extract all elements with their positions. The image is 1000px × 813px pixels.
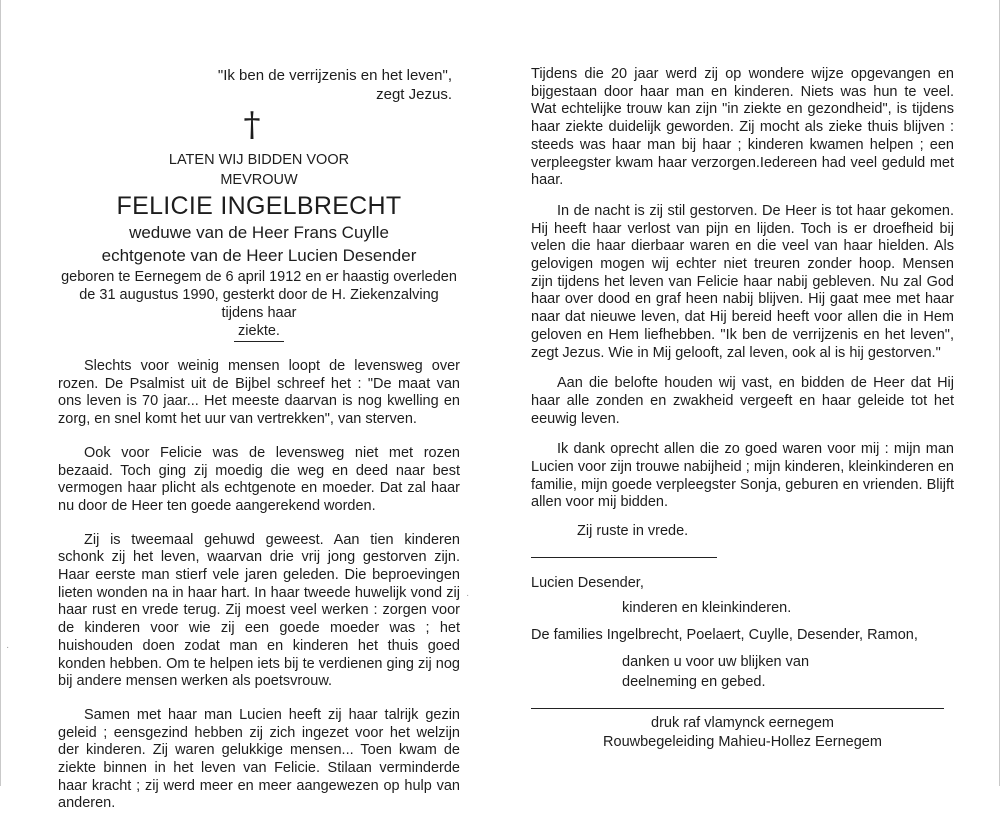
prayer-intro <box>58 150 460 190</box>
rest-in-peace: Zij ruste in vrede. <box>577 523 689 540</box>
paragraph: Samen met haar man Lucien heeft zij haar talrijk gezin geleid ; eensgezind hebben zij zich ingezet voor het welzijn der kinderen. Zij waren gelukkige mensen... Toen kwam de ziekte binnen in het leven van Felicie. Stilaan verminderde haar kracht ; zij werd meer en meer aangewezen op hulp van anderen. <box>58 706 460 812</box>
cross-icon: † <box>243 105 261 145</box>
paragraph: Zij is tweemaal gehuwd geweest. Aan tien kinderen schonk zij het leven, waarvan drie vrij jong gestorven zijn. Haar eerste man stierf vele jaren geleden. Die beproevingen lieten wonden na in haar hart. In haar tweede huwelijk vond zij haar rust en vrede terug. Zij moest veel werken : zorgen voor de kinderen voor wie zij een goede moeder was ; het huishouden doen zodat man en kinderen het thuis goed konden hebben. Om te helpen iets bij te verdienen ging zij nog bij andere mensen werken als poetsvrouw. <box>58 531 460 690</box>
paragraph: Ook voor Felicie was de levensweg niet met rozen bezaaid. Toch ging zij moedig die weg en deed naar best vermogen haar plicht als echtgenote en moeder. Dat zal haar nu door de Heer ten goede aangerekend worden. <box>58 444 460 514</box>
divider-long <box>531 708 944 709</box>
signature-children: kinderen en kleinkinderen. <box>622 600 792 617</box>
printer-line: druk raf vlamynck eernegem <box>651 715 834 732</box>
right-column <box>531 66 954 752</box>
deceased-name: FELICIE INGELBRECHT <box>116 192 402 220</box>
left-page-edge <box>0 0 1 786</box>
birth-death-text <box>58 268 460 342</box>
signature-families: De families Ingelbrecht, Poelaert, Cuylle, Desender, Ramon, <box>531 627 918 644</box>
paragraph: Slechts voor weinig mensen loopt de levensweg over rozen. De Psalmist uit de Bijbel schreef het : "De maat van ons leven is 70 jaar... Het meeste daarvan is nog kwelling en zorg, en snel komt het uur van vertrekken", van sterven. <box>58 358 460 428</box>
prayer-line: LATEN WIJ BIDDEN VOOR <box>168 152 350 168</box>
quote-line: "Ik ben de verrijzenis en het leven", <box>217 67 452 84</box>
widow-of: weduwe van de Heer Frans Cuylle <box>129 223 389 242</box>
divider-short <box>531 557 717 558</box>
birth-death-line: geboren te Eernegem de 6 april 1912 en er haastig overleden de 31 augustus 1990, gesterkt door de H. Ziekenzalving tijdens haar <box>61 269 457 321</box>
print-speck: · <box>466 590 470 601</box>
paragraph: Tijdens die 20 jaar werd zij op wondere wijze opgevangen en bijgestaan door haar man en kinderen. Niets was hun te veel. Wat echtelijke trouw kan zijn "in ziekte en gezondheid", is tijdens haar ziekte duidelijk geworden. Zij mocht als zieke thuis blijven : steeds was haar man bij haar ; kinderen kwamen helpen ; een verpleegster kwam haar verzorgen.Iedereen had veel geduld met haar. <box>531 66 954 189</box>
thanks-line: deelneming en gebed. <box>622 674 766 691</box>
print-speck: · <box>6 642 10 653</box>
funeral-service-line: Rouwbegeleiding Mahieu-Hollez Eernegem <box>603 734 882 751</box>
quote-attribution: zegt Jezus. <box>376 86 452 103</box>
prayer-title: MEVROUW <box>220 172 298 188</box>
thanks-line: danken u voor uw blijken van <box>622 654 810 671</box>
signature-name: Lucien Desender, <box>531 575 644 592</box>
paragraph: Aan die belofte houden wij vast, en bidden de Heer dat Hij haar alle zonden en zwakheid vergeeft en haar geleide tot het eeuwig leven. <box>531 375 954 427</box>
left-column <box>58 66 460 813</box>
paragraph: Ik dank oprecht allen die zo goed waren voor mij : mijn man Lucien voor zijn trouwe nabijheid ; mijn kinderen, kleinkinderen en familie, mijn goede verpleegster Sonja, geburen en vrienden. Blijft allen voor mij bidden. <box>531 441 954 511</box>
printer-credit <box>531 714 954 752</box>
jesus-quote <box>58 66 460 104</box>
spouse-of: echtgenote van de Heer Lucien Desender <box>101 246 417 265</box>
birth-death-last-word: ziekte. <box>234 322 284 342</box>
paragraph: In de nacht is zij stil gestorven. De Heer is tot haar gekomen. Hij heeft haar verlost van pijn en lijden. Toch is er droefheid bij velen die haar dierbaar waren en die veel van haar hielden. Als gelovigen mogen wij echter niet treuren zonder hoop. Mensen zijn tijdens het leven van Felicie haar nabij gebleven. Nu zal God haar over dood en graf heen nabij blijven. Hij gaat mee met haar naar dat nieuwe leven, dat Hij bereid heeft voor allen die in Hem geloven en Hem liefhebben. "Ik ben de verrijzenis en het leven", zegt Jezus. Wie in Mij gelooft, zal leven, ook al is hij gestorven." <box>531 202 954 361</box>
